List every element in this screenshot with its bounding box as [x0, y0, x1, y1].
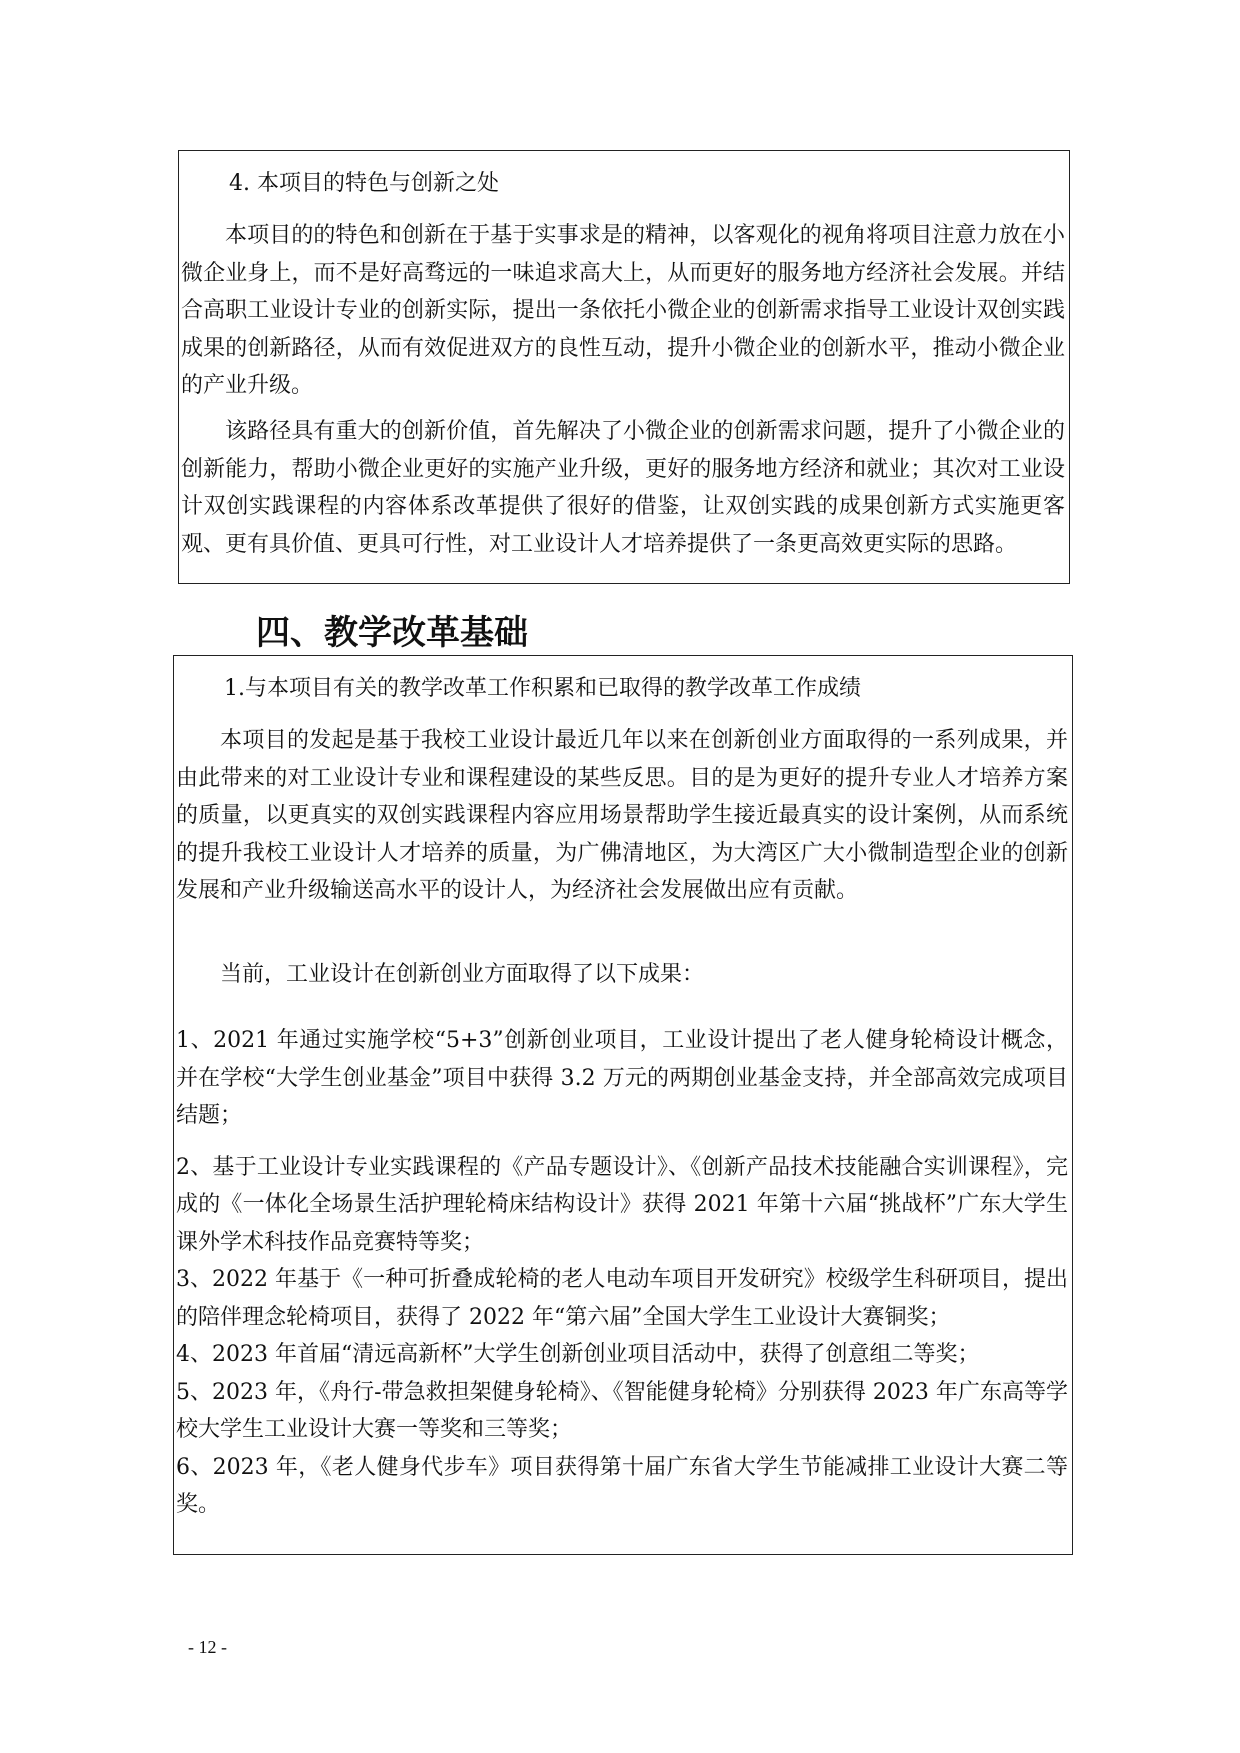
- box2-heading: 1.与本项目有关的教学改革工作积累和已取得的教学改革工作成绩: [224, 676, 861, 701]
- teaching-reform-box: [173, 655, 1073, 1555]
- box1-heading: 4. 本项目的特色与创新之处: [229, 171, 499, 196]
- list-item: 5、2023 年，《舟行-带急救担架健身轮椅》、《智能健身轮椅》分别获得 2023 年广东高等学校大学生工业设计大赛一等奖和三等奖；: [176, 1379, 1068, 1442]
- list-item: 4、2023 年首届“清远高新杯”大学生创新创业项目活动中，获得了创意组二等奖；: [176, 1342, 980, 1367]
- list-item: 1、2021 年通过实施学校“5+3”创新创业项目，工业设计提出了老人健身轮椅设计概念，并在学校“大学生创业基金”项目中获得 3.2 万元的两期创业基金支持，并全部高效完成项目结题；: [176, 1028, 1068, 1128]
- section-title: 四、教学改革基础: [256, 613, 528, 653]
- list-item: 6、2023 年，《老人健身代步车》项目获得第十届广东省大学生节能减排工业设计大赛二等奖。: [176, 1454, 1068, 1517]
- list-item: 3、2022 年基于《一种可折叠成轮椅的老人电动车项目开发研究》校级学生科研项目，提出的陪伴理念轮椅项目，获得了 2022 年“第六届”全国大学生工业设计大赛铜奖；: [176, 1267, 1068, 1330]
- list-item: 2、基于工业设计专业实践课程的《产品专题设计》、《创新产品技术技能融合实训课程》，完成的《一体化全场景生活护理轮椅床结构设计》获得 2021 年第十六届“挑战杯”广东大学生课外学术科技作品竞赛特等奖；: [176, 1154, 1068, 1255]
- achievement-list: [176, 1008, 1068, 1524]
- box1-paragraph-2: 该路径具有重大的创新价值，首先解决了小微企业的创新需求问题，提升了小微企业的创新能力，帮助小微企业更好的实施产业升级，更好的服务地方经济和就业；其次对工业设计双创实践课程的内容体系改革提供了很好的借鉴，让双创实践的成果创新方式实施更客观、更有具价值、更具可行性，对工业设计人才培养提供了一条更高效更实际的思路。: [181, 419, 1065, 557]
- box1-paragraph-1: 本项目的的特色和创新在于基于实事求是的精神，以客观化的视角将项目注意力放在小微企业身上，而不是好高骛远的一味追求高大上，从而更好的服务地方经济社会发展。并结合高职工业设计专业的创新实际，提出一条依托小微企业的创新需求指导工业设计双创实践成果的创新路径，从而有效促进双方的良性互动，提升小微企业的创新水平，推动小微企业的产业升级。: [181, 223, 1065, 398]
- page-number: - 12 -: [188, 1637, 227, 1657]
- feature-innovation-box: [178, 150, 1070, 584]
- box2-paragraph-1: 本项目的发起是基于我校工业设计最近几年以来在创新创业方面取得的一系列成果，并由此带来的对工业设计专业和课程建设的某些反思。目的是为更好的提升专业人才培养方案的质量，以更真实的双创实践课程内容应用场景帮助学生接近最真实的设计案例，从而系统的提升我校工业设计人才培养的质量，为广佛清地区，为大湾区广大小微制造型企业的创新发展和产业升级输送高水平的设计人，为经济社会发展做出应有贡献。: [176, 728, 1068, 903]
- box2-paragraph-2: 当前，工业设计在创新创业方面取得了以下成果：: [220, 962, 705, 987]
